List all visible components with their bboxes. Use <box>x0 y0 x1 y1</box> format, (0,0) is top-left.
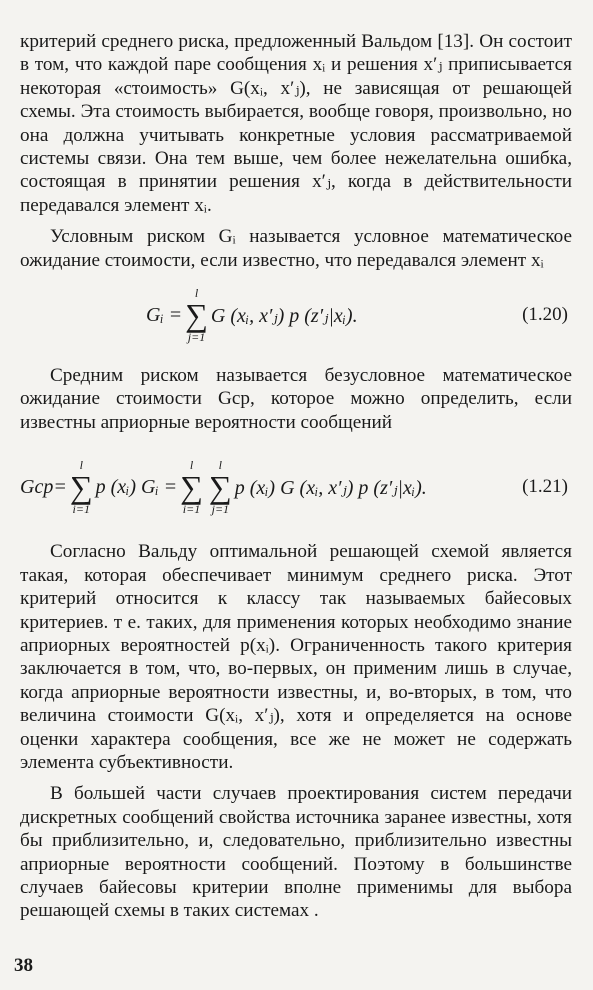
formula-1-20-expression <box>146 276 358 354</box>
sum-lower-limit: j=1 <box>187 330 206 345</box>
sum-upper-limit: l <box>218 458 222 473</box>
paragraph-valdom-optimal: Согласно Вальду оптимальной решающей схемой является такая, которая обеспечивает минимум среднего риска. Этот критерий относится к классу так называемых байесовых критериев. т е. таких, для применения которых необходимо знание априорных вероятностей p(xᵢ). Ограниченность такого критерия заключается в том, что, во-первых, он применим лишь в случае, когда априорные вероятности известны, и, во-вторых, в том, что величина стоимости G(xᵢ, x′ⱼ), хотя и определяется на основе оценки характера сообщения, все же не может не содержать элемента субъективности. <box>20 541 572 773</box>
formula-1-21-expression <box>20 444 427 530</box>
sum-upper-limit: l <box>194 286 199 301</box>
sum-upper-limit: l <box>189 458 194 473</box>
formula-1-21 <box>20 444 572 530</box>
page-body <box>20 30 572 923</box>
equation-number-1-21: (1.21) <box>522 476 568 498</box>
summation-symbol: l ∑ i=1 <box>69 458 93 517</box>
formula-1-21-term-2: p (xᵢ) G (xᵢ, x′ⱼ) p (z′ⱼ|xᵢ). <box>234 476 427 499</box>
summation-symbol: l ∑ j=1 <box>185 286 208 345</box>
paragraph-average-risk: Средним риском называется безусловное математическое ожидание стоимости Gср, которое можно определить, если известны априорные вероятности сообщений <box>20 365 572 433</box>
page-number: 38 <box>14 955 33 976</box>
formula-1-21-lhs: Gср= <box>20 475 67 498</box>
summation-symbol: l ∑ j=1 <box>208 458 232 517</box>
formula-1-20 <box>20 276 572 354</box>
summation-symbol: l ∑ i=1 <box>180 458 203 517</box>
paragraph-conditional-risk: Условным риском Gᵢ называется условное математическое ожидание стоимости, если известно, что передавался элемент xᵢ <box>20 226 572 271</box>
formula-1-20-body: G (xᵢ, x′ⱼ) p (z′ⱼ|xᵢ). <box>210 304 358 327</box>
formula-1-21-term-1: p (xᵢ) Gᵢ = <box>95 475 178 498</box>
paragraph-valdom-criterion: критерий среднего риска, предложенный Вальдом [13]. Он состоит в том, что каждой паре сообщения xᵢ и решения x′ⱼ приписывается некоторая «стоимость» G(xᵢ, x′ⱼ), не зависящая от решающей схемы. Эта стоимость выбирается, вообще говоря, произвольно, но она должна учитывать конкретные условия рассматриваемой системы связи. Она тем выше, чем более нежелательна ошибка, состоящая в принятии решения x′ⱼ, когда в действительности передавался элемент xᵢ. <box>20 31 572 216</box>
sum-lower-limit: j=1 <box>211 502 230 517</box>
equation-number-1-20: (1.20) <box>522 304 568 326</box>
sum-upper-limit: l <box>79 458 83 473</box>
sum-lower-limit: i=1 <box>72 502 90 517</box>
sum-lower-limit: i=1 <box>182 502 201 517</box>
formula-1-20-lhs: Gᵢ = <box>146 303 183 326</box>
paragraph-design-systems: В большей части случаев проектирования систем передачи дискретных сообщений свойства источника заранее известны, хотя бы приблизительно, и, следовательно, приблизительно известны априорные вероятности сообщений. Поэтому в большинстве случаев байесовы критерии вполне применимы для выбора решающей схемы в таких системах . <box>20 783 572 922</box>
